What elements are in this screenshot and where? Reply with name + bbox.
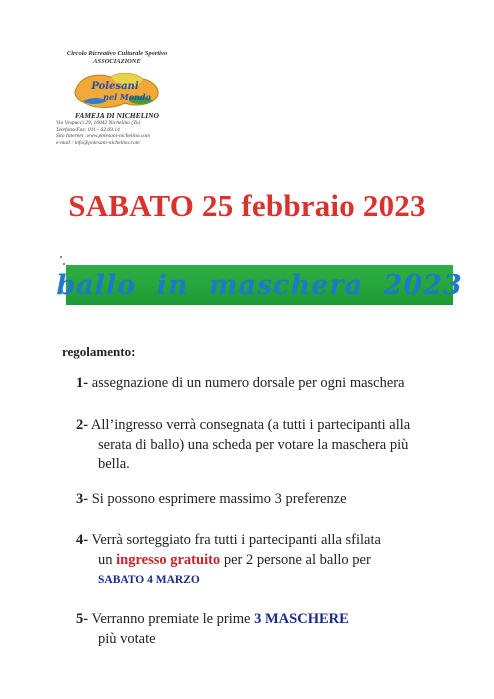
- rule-text-line: bella.: [98, 456, 130, 472]
- logo-phone: Telefono/Fax: 011 - 62.69.14: [56, 126, 120, 133]
- rule-number: 1-: [76, 375, 89, 391]
- masks-highlight: 3 MASCHERE: [254, 611, 349, 627]
- event-date-title: SABATO 25 febbraio 2023: [68, 188, 426, 223]
- rule-5: [76, 610, 476, 649]
- event-banner: [56, 265, 463, 305]
- logo-line-circolo: Circolo Ricreativo Culturale Sportivo: [66, 50, 168, 57]
- rule-text-fragment: per 2 persone al ballo per: [223, 551, 371, 568]
- logo-website: Sito Internet :www.polesani-nichelino.com: [56, 133, 150, 139]
- rule-text: assegnazione di un numero dorsale per ogni maschera: [91, 375, 405, 391]
- logo-map-text-polesani: Polesani: [91, 81, 139, 92]
- rule-text-line: più votate: [98, 630, 156, 647]
- logo-address: Via Vespucci 29, 10042 Nichelino (To): [56, 120, 141, 126]
- banner-text: ballo in maschera 2023: [56, 269, 463, 301]
- rule-text-line: All’ingresso verrà consegnata (a tutti i partecipanti alla: [90, 417, 411, 433]
- logo-map-text-mondo: nel Mondo: [103, 92, 151, 102]
- rule-number: 5-: [76, 611, 89, 627]
- rule-1: [76, 374, 476, 394]
- speck-dot: [63, 263, 65, 265]
- rule-3: [76, 490, 476, 510]
- speck-dot: [60, 256, 62, 258]
- rule-text-fragment: un: [98, 551, 113, 568]
- rule-text-line: Verrà sorteggiato fra tutti i partecipanti alla sfilata: [91, 532, 381, 548]
- rule-text-line: serata di ballo) una scheda per votare la maschera più: [98, 436, 409, 453]
- rule-number: 2-: [76, 417, 89, 433]
- rules-heading: regolamento:: [62, 344, 136, 359]
- polesine-map-logo: [69, 67, 165, 113]
- rule-number: 4-: [76, 532, 89, 548]
- next-event-date: SABATO 4 MARZO: [98, 574, 200, 586]
- rule-2: [76, 416, 476, 475]
- rule-number: 3-: [76, 491, 89, 507]
- rule-text-fragment: Verranno premiate le prime: [91, 611, 251, 627]
- rule-4: [76, 531, 476, 591]
- logo-fameja: FAMEJA DI NICHELINO: [75, 111, 159, 120]
- logo-line-associazione: ASSOCIAZIONE: [93, 58, 141, 65]
- rule-text: Si possono esprimere massimo 3 preferenze: [91, 491, 347, 507]
- free-entry-highlight: ingresso gratuito: [116, 551, 221, 568]
- association-logo-block: [52, 50, 182, 146]
- logo-email: e-mail : info@polesani-nichelino.com: [56, 139, 140, 146]
